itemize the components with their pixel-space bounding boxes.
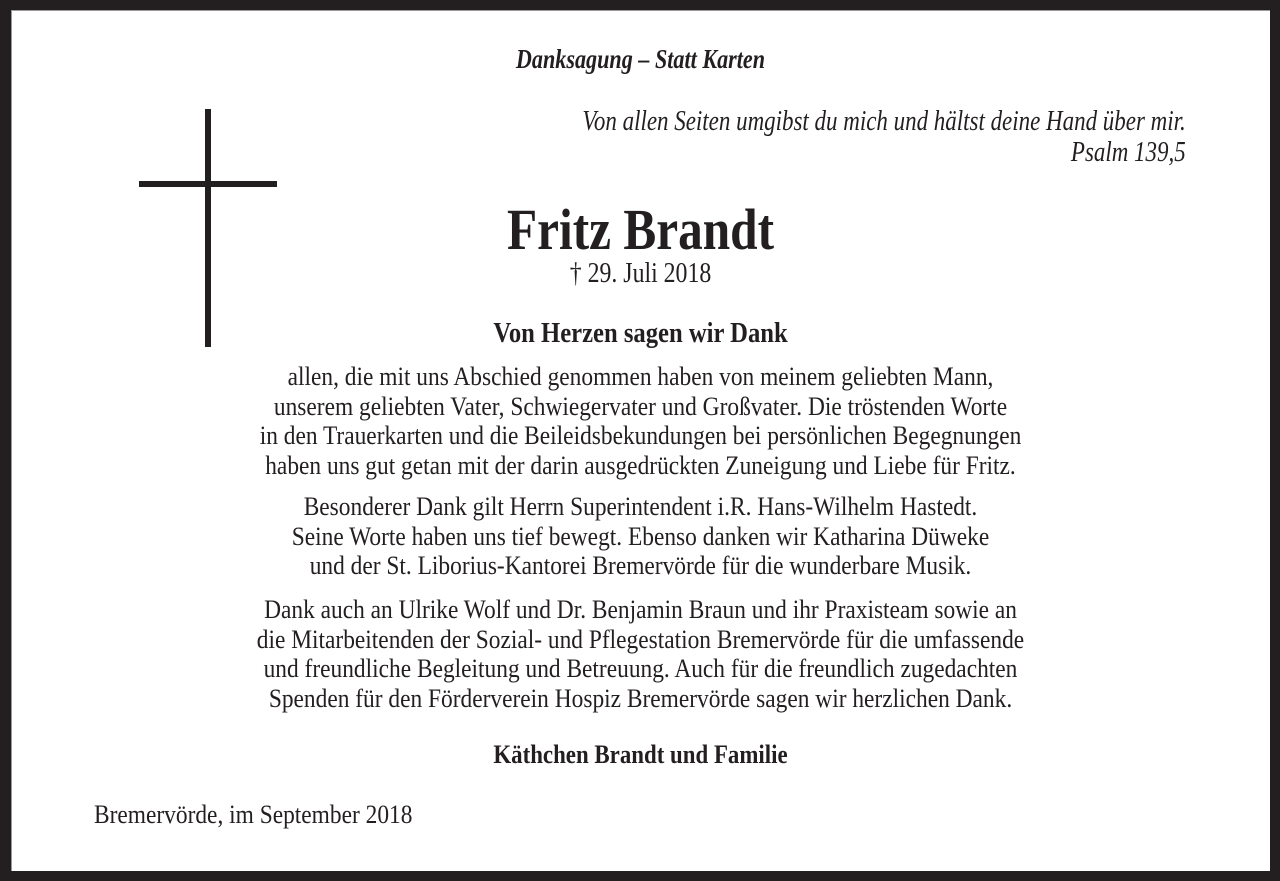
bible-verse <box>583 106 1186 168</box>
obituary-card <box>11 10 1270 871</box>
paragraph-line: und freundliche Begleitung und Betreuung. Auch für die freundlich zugedachten <box>263 654 1018 683</box>
paragraph-line: allen, die mit uns Abschied genommen haben von meinem geliebten Mann, <box>287 362 994 391</box>
paragraph-line: Seine Worte haben uns tief bewegt. Ebenso danken wir Katharina Düweke <box>291 521 990 551</box>
paragraph-line: die Mitarbeitenden der Sozial- und Pflegestation Bremervörde für die umfassende <box>256 624 1025 654</box>
cross-horizontal-beam <box>139 181 277 187</box>
thanks-paragraph-1 <box>11 362 1270 480</box>
thanks-subheading: Von Herzen sagen wir Dank <box>493 318 788 349</box>
place-and-date: Bremervörde, im September 2018 <box>94 800 413 829</box>
paragraph-line: unserem geliebten Vater, Schwiegervater und Großvater. Die tröstenden Worte <box>273 391 1008 421</box>
paragraph-line: Dank auch an Ulrike Wolf und Dr. Benjamin Braun und ihr Praxisteam sowie an <box>264 595 1017 624</box>
verse-reference: Psalm 139,5 <box>1071 137 1186 168</box>
notice-heading: Danksagung – Statt Karten <box>515 44 766 74</box>
paragraph-line: Besonderer Dank gilt Herrn Superintendent i.R. Hans-Wilhelm Hastedt. <box>303 492 978 521</box>
thanks-paragraph-3 <box>11 595 1270 713</box>
paragraph-line: in den Trauerkarten und die Beileidsbekundungen bei persönlichen Begegnungen <box>259 421 1022 450</box>
paragraph-line: haben uns gut getan mit der darin ausgedrückten Zuneigung und Liebe für Fritz. <box>265 450 1016 480</box>
paragraph-line: und der St. Liborius-Kantorei Bremervörde für die wunderbare Musik. <box>309 551 972 580</box>
deceased-name: Fritz Brandt <box>506 197 774 262</box>
verse-text: Von allen Seiten umgibst du mich und hältst deine Hand über mir. <box>582 106 1186 137</box>
family-signature: Käthchen Brandt und Familie <box>493 740 788 769</box>
paragraph-line: Spenden für den Förderverein Hospiz Bremervörde sagen wir herzlichen Dank. <box>268 683 1013 713</box>
death-date: † 29. Juli 2018 <box>569 258 712 289</box>
thanks-paragraph-2 <box>11 492 1270 581</box>
